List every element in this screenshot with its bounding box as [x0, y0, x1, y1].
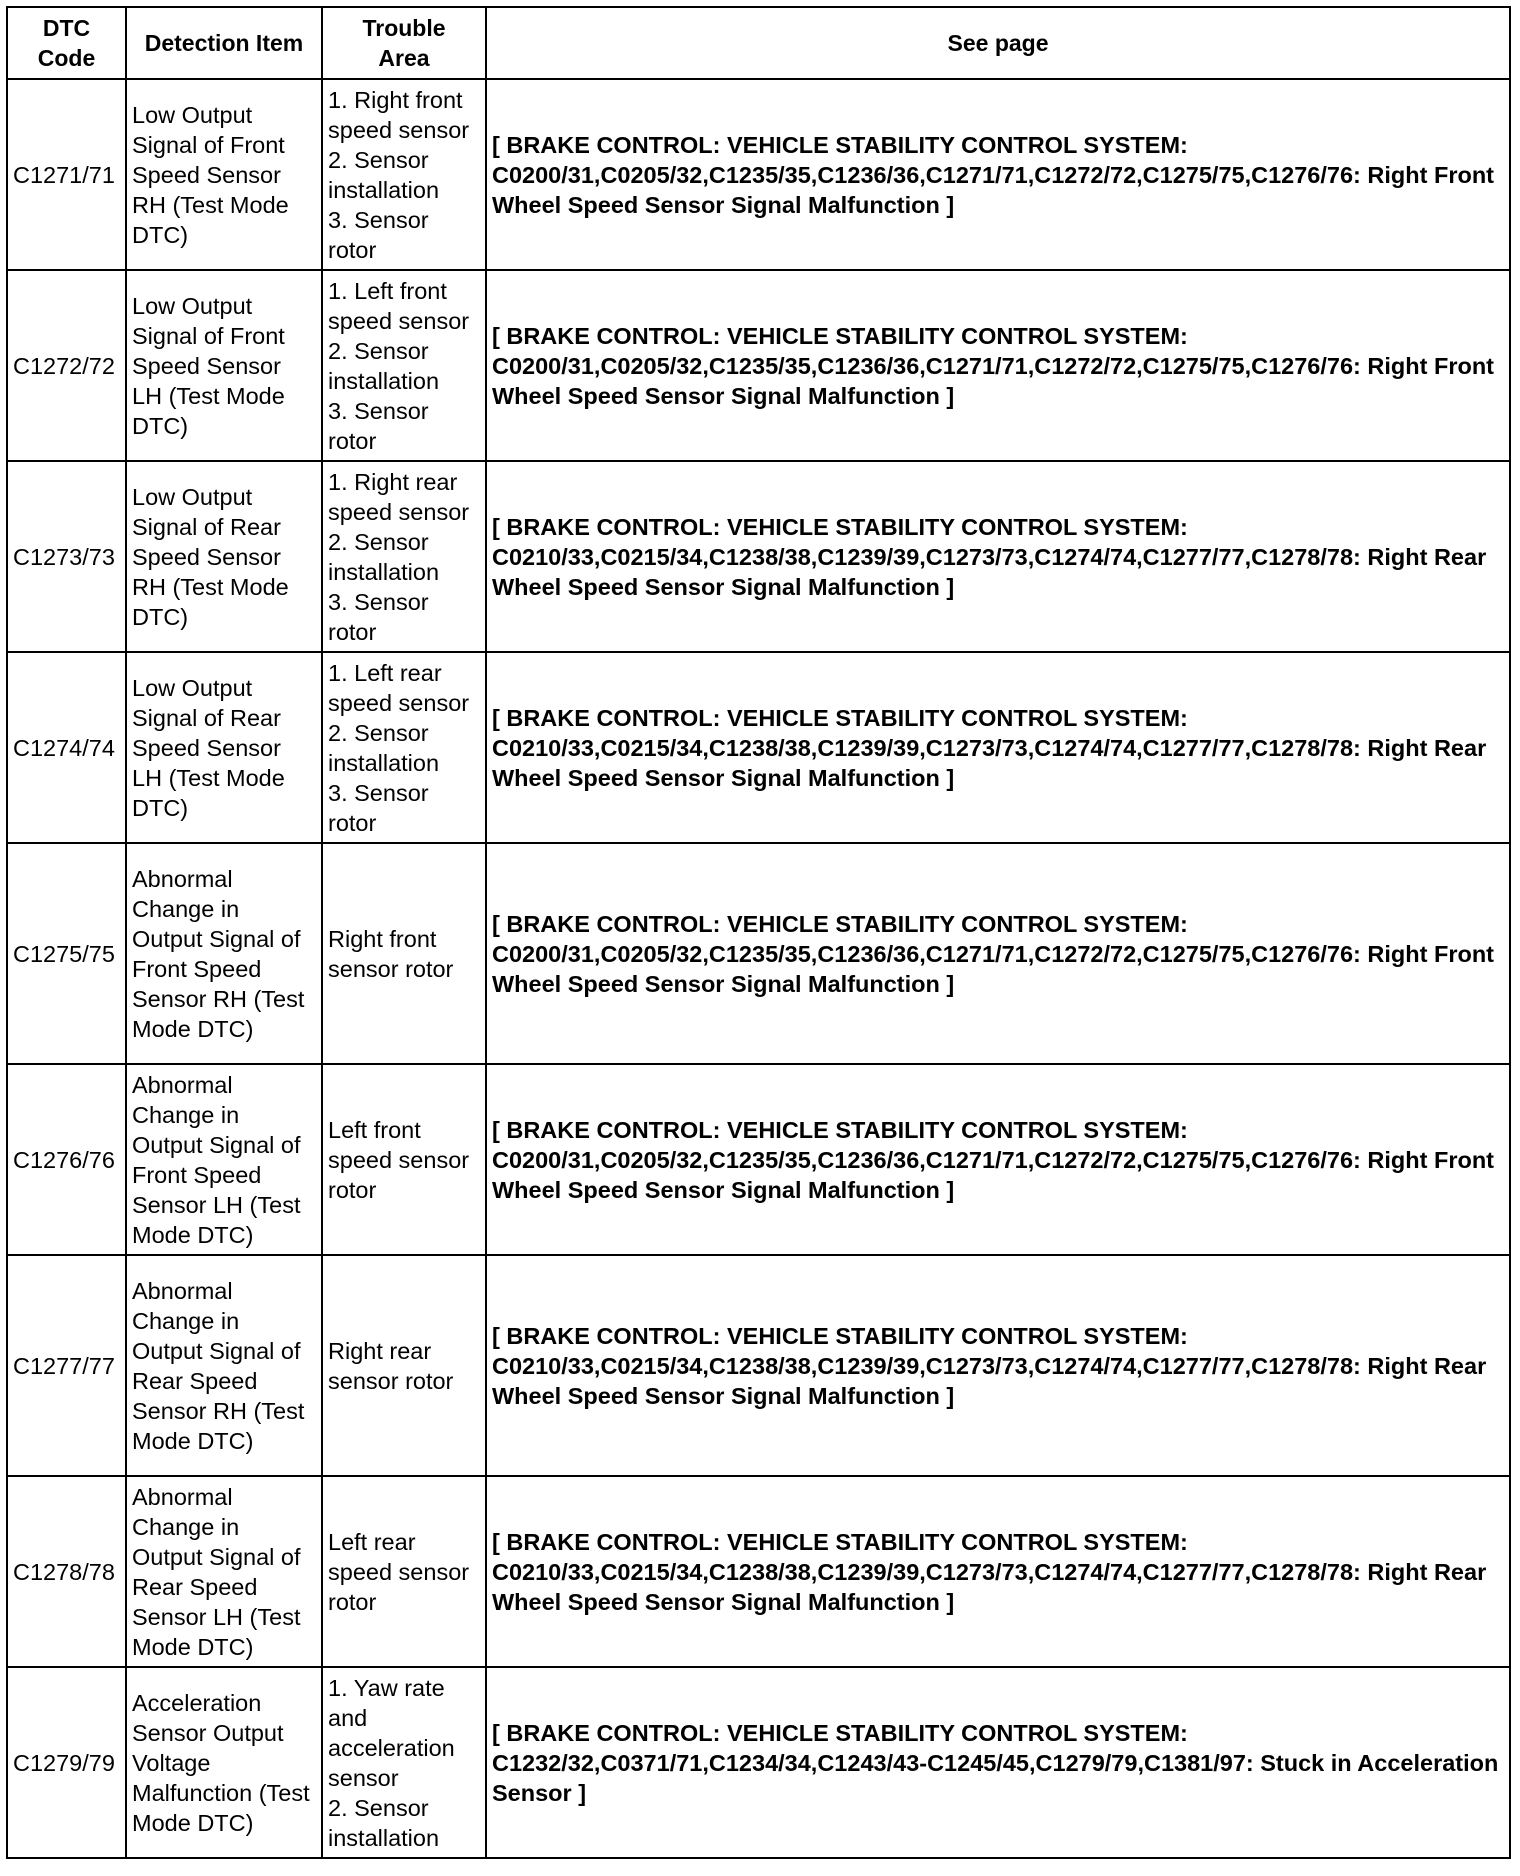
dtc-code-cell: C1279/79 [7, 1667, 126, 1858]
header-dtc-code: DTC Code [7, 7, 126, 79]
see-page-link[interactable]: [ BRAKE CONTROL: VEHICLE STABILITY CONTROL SYSTEM: C1232/32,C0371/71,C1234/34,C1243/43-C1245/45,C1279/79,C1381/97: Stuck in Acceleration Sensor ] [486, 1667, 1510, 1858]
trouble-area-cell: Right rear sensor rotor [322, 1255, 486, 1476]
header-see-page: See page [486, 7, 1510, 79]
detection-item-cell: Abnormal Change in Output Signal of Front Speed Sensor LH (Test Mode DTC) [126, 1064, 322, 1255]
table-row [7, 843, 1510, 1064]
detection-item-cell: Low Output Signal of Front Speed Sensor LH (Test Mode DTC) [126, 270, 322, 461]
header-trouble-area: Trouble Area [322, 7, 486, 79]
dtc-table [6, 6, 1511, 1859]
see-page-link[interactable]: [ BRAKE CONTROL: VEHICLE STABILITY CONTROL SYSTEM: C0210/33,C0215/34,C1238/38,C1239/39,C1273/73,C1274/74,C1277/77,C1278/78: Right Rear Wheel Speed Sensor Signal Malfunction ] [486, 1476, 1510, 1667]
dtc-table-wrapper [6, 6, 1511, 1859]
detection-item-cell: Acceleration Sensor Output Voltage Malfunction (Test Mode DTC) [126, 1667, 322, 1858]
table-row [7, 270, 1510, 461]
table-row [7, 461, 1510, 652]
see-page-link[interactable]: [ BRAKE CONTROL: VEHICLE STABILITY CONTROL SYSTEM: C0200/31,C0205/32,C1235/35,C1236/36,C1271/71,C1272/72,C1275/75,C1276/76: Right Front Wheel Speed Sensor Signal Malfunction ] [486, 270, 1510, 461]
table-row [7, 1476, 1510, 1667]
see-page-link[interactable]: [ BRAKE CONTROL: VEHICLE STABILITY CONTROL SYSTEM: C0210/33,C0215/34,C1238/38,C1239/39,C1273/73,C1274/74,C1277/77,C1278/78: Right Rear Wheel Speed Sensor Signal Malfunction ] [486, 1255, 1510, 1476]
detection-item-cell: Abnormal Change in Output Signal of Front Speed Sensor RH (Test Mode DTC) [126, 843, 322, 1064]
trouble-area-cell: Left rear speed sensor rotor [322, 1476, 486, 1667]
dtc-code-cell: C1273/73 [7, 461, 126, 652]
trouble-area-cell: 1. Right rear speed sensor 2. Sensor installation 3. Sensor rotor [322, 461, 486, 652]
table-row [7, 652, 1510, 843]
header-row [7, 7, 1510, 79]
trouble-area-cell: 1. Yaw rate and acceleration sensor 2. Sensor installation [322, 1667, 486, 1858]
dtc-code-cell: C1274/74 [7, 652, 126, 843]
dtc-code-cell: C1277/77 [7, 1255, 126, 1476]
detection-item-cell: Low Output Signal of Rear Speed Sensor RH (Test Mode DTC) [126, 461, 322, 652]
see-page-link[interactable]: [ BRAKE CONTROL: VEHICLE STABILITY CONTROL SYSTEM: C0200/31,C0205/32,C1235/35,C1236/36,C1271/71,C1272/72,C1275/75,C1276/76: Right Front Wheel Speed Sensor Signal Malfunction ] [486, 79, 1510, 270]
dtc-code-cell: C1276/76 [7, 1064, 126, 1255]
trouble-area-cell: 1. Left rear speed sensor 2. Sensor installation 3. Sensor rotor [322, 652, 486, 843]
detection-item-cell: Low Output Signal of Rear Speed Sensor LH (Test Mode DTC) [126, 652, 322, 843]
trouble-area-cell: Right front sensor rotor [322, 843, 486, 1064]
see-page-link[interactable]: [ BRAKE CONTROL: VEHICLE STABILITY CONTROL SYSTEM: C0200/31,C0205/32,C1235/35,C1236/36,C1271/71,C1272/72,C1275/75,C1276/76: Right Front Wheel Speed Sensor Signal Malfunction ] [486, 843, 1510, 1064]
trouble-area-cell: 1. Left front speed sensor 2. Sensor installation 3. Sensor rotor [322, 270, 486, 461]
dtc-code-cell: C1271/71 [7, 79, 126, 270]
see-page-link[interactable]: [ BRAKE CONTROL: VEHICLE STABILITY CONTROL SYSTEM: C0210/33,C0215/34,C1238/38,C1239/39,C1273/73,C1274/74,C1277/77,C1278/78: Right Rear Wheel Speed Sensor Signal Malfunction ] [486, 461, 1510, 652]
table-row [7, 1667, 1510, 1858]
see-page-link[interactable]: [ BRAKE CONTROL: VEHICLE STABILITY CONTROL SYSTEM: C0200/31,C0205/32,C1235/35,C1236/36,C1271/71,C1272/72,C1275/75,C1276/76: Right Front Wheel Speed Sensor Signal Malfunction ] [486, 1064, 1510, 1255]
dtc-code-cell: C1275/75 [7, 843, 126, 1064]
detection-item-cell: Abnormal Change in Output Signal of Rear Speed Sensor LH (Test Mode DTC) [126, 1476, 322, 1667]
see-page-link[interactable]: [ BRAKE CONTROL: VEHICLE STABILITY CONTROL SYSTEM: C0210/33,C0215/34,C1238/38,C1239/39,C1273/73,C1274/74,C1277/77,C1278/78: Right Rear Wheel Speed Sensor Signal Malfunction ] [486, 652, 1510, 843]
table-row [7, 1255, 1510, 1476]
detection-item-cell: Abnormal Change in Output Signal of Rear Speed Sensor RH (Test Mode DTC) [126, 1255, 322, 1476]
trouble-area-cell: 1. Right front speed sensor 2. Sensor installation 3. Sensor rotor [322, 79, 486, 270]
header-detection-item: Detection Item [126, 7, 322, 79]
table-row [7, 79, 1510, 270]
table-row [7, 1064, 1510, 1255]
dtc-code-cell: C1278/78 [7, 1476, 126, 1667]
trouble-area-cell: Left front speed sensor rotor [322, 1064, 486, 1255]
detection-item-cell: Low Output Signal of Front Speed Sensor RH (Test Mode DTC) [126, 79, 322, 270]
dtc-code-cell: C1272/72 [7, 270, 126, 461]
